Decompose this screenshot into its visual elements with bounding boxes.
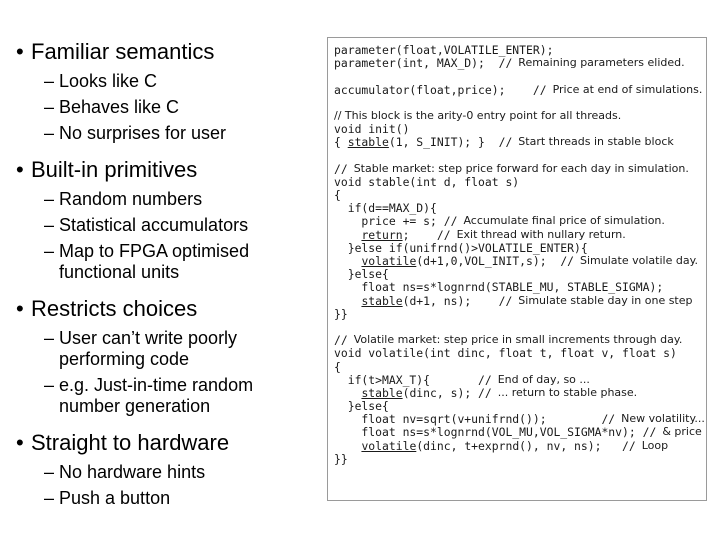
code-text: }} xyxy=(334,451,348,466)
code-comment: New volatility... xyxy=(621,412,705,426)
code-line xyxy=(334,254,699,268)
bullet-item xyxy=(16,38,316,65)
code-line xyxy=(334,280,677,293)
code-text: volatile(dinc, t+exprnd(), nv, ns); // xyxy=(361,438,636,453)
code-line xyxy=(334,241,677,254)
sub-bullet-item xyxy=(16,328,316,370)
code-line xyxy=(334,452,677,465)
function-call: stable xyxy=(361,293,403,308)
code-comment: Stable market: step price forward for each day in simulation. xyxy=(353,161,689,175)
code-line xyxy=(334,43,677,56)
code-text: { xyxy=(334,188,341,203)
sub-bullet-item xyxy=(16,189,316,210)
sub-bullet-text: Behaves like C xyxy=(59,97,180,117)
code-text: accumulator(float,price); // xyxy=(334,82,547,97)
bullet-text: Built-in primitives xyxy=(31,157,198,182)
code-comment: & price xyxy=(662,425,702,439)
bullet-item xyxy=(16,295,316,322)
code-line xyxy=(334,122,677,135)
code-line xyxy=(334,201,677,214)
bullet-text: Familiar semantics xyxy=(31,39,215,64)
code-line xyxy=(334,399,677,412)
code-line xyxy=(334,82,703,97)
code-text: void volatile(int dinc, float t, float v, float s) xyxy=(334,346,677,361)
code-text: if(t>MAX_T){ // xyxy=(334,372,492,387)
code-line xyxy=(334,346,677,359)
dash-icon: – xyxy=(44,241,55,261)
code-listing-box xyxy=(327,37,707,501)
bullet-text: Restricts choices xyxy=(31,296,198,321)
code-line xyxy=(334,293,693,308)
bullet-dot-icon: • xyxy=(16,430,24,455)
code-line xyxy=(334,161,689,176)
dash-icon: – xyxy=(44,123,55,143)
sub-bullet-text: Push a button xyxy=(59,488,171,508)
sub-bullet-text: User can’t write poorly performing code xyxy=(59,328,238,369)
dash-icon: – xyxy=(44,375,55,395)
code-line xyxy=(334,109,677,122)
code-line xyxy=(334,214,677,227)
code-line xyxy=(334,373,677,386)
code-text: float ns=s*lognrnd(STABLE_MU, STABLE_SIGMA); xyxy=(334,280,664,295)
sub-bullet-item xyxy=(16,375,316,417)
code-line xyxy=(334,307,677,320)
code-line xyxy=(334,425,702,440)
sub-bullet-item xyxy=(16,97,316,118)
code-line xyxy=(334,175,677,188)
code-text: void stable(int d, float s) xyxy=(334,174,520,189)
sub-bullet-item xyxy=(16,123,316,144)
sub-bullet-text: Map to FPGA optimised functional units xyxy=(59,241,250,282)
code-text: stable(dinc, s); // xyxy=(361,385,492,400)
dash-icon: – xyxy=(44,97,55,117)
sub-bullet-text: Statistical accumulators xyxy=(59,215,249,235)
dash-icon: – xyxy=(44,189,55,209)
code-line xyxy=(334,320,677,333)
sub-bullet-text: No surprises for user xyxy=(59,123,227,143)
sub-bullet-text: e.g. Just-in-time random number generation xyxy=(59,375,254,416)
code-line xyxy=(334,267,677,280)
function-call: stable xyxy=(361,385,403,400)
code-comment: Remaining parameters elided. xyxy=(518,56,685,70)
code-comment: Accumulate final price of simulation. xyxy=(463,214,665,228)
code-comment: ... return to stable phase. xyxy=(497,385,638,399)
function-call: stable xyxy=(347,135,389,150)
bullet-list xyxy=(16,38,316,509)
code-text: if(d==MAX_D){ xyxy=(334,201,437,216)
code-line xyxy=(334,149,677,162)
code-line xyxy=(334,386,677,399)
code-line xyxy=(334,188,677,201)
bullet-dot-icon: • xyxy=(16,39,24,64)
code-text: }} xyxy=(334,306,348,321)
code-line xyxy=(334,439,677,452)
code-comment: Loop xyxy=(641,438,669,452)
code-comment: Price at end of simulations. xyxy=(552,82,703,96)
bullet-dot-icon: • xyxy=(16,157,24,182)
code-text: // xyxy=(334,161,348,176)
bullet-item xyxy=(16,156,316,183)
code-line xyxy=(334,333,683,348)
bullet-text: Straight to hardware xyxy=(31,430,230,455)
dash-icon: – xyxy=(44,488,55,508)
code-text: parameter(float,VOLATILE_ENTER); xyxy=(334,43,554,57)
code-text: price += s; // xyxy=(334,214,458,229)
code-line xyxy=(334,56,685,71)
code-text: { xyxy=(334,359,341,374)
dash-icon: – xyxy=(44,462,55,482)
sub-bullet-text: Looks like C xyxy=(59,71,158,91)
code-text: stable(d+1, ns); // xyxy=(361,293,513,308)
code-text: float ns=s*lognrnd(VOL_MU,VOL_SIGMA*nv); // xyxy=(334,425,657,440)
code-comment: End of day, so ... xyxy=(497,372,590,386)
sub-bullet-item xyxy=(16,71,316,92)
code-line xyxy=(334,96,677,109)
code-comment: Start threads in stable block xyxy=(518,135,674,149)
sub-bullet-text: Random numbers xyxy=(59,189,203,209)
function-call: return xyxy=(361,227,403,242)
sub-bullet-item xyxy=(16,462,316,483)
code-comment: Exit thread with nullary return. xyxy=(456,227,626,241)
sub-bullet-item xyxy=(16,215,316,236)
code-text: // xyxy=(334,333,348,348)
code-text: volatile(d+1,0,VOL_INIT,s); // xyxy=(361,254,575,268)
sub-bullet-item xyxy=(16,241,316,283)
sub-bullet-text: No hardware hints xyxy=(59,462,206,482)
function-call: volatile xyxy=(361,438,417,453)
code-text: }else{ xyxy=(334,267,389,282)
code-text: { stable(1, S_INIT); } // xyxy=(334,135,513,150)
bullet-item xyxy=(16,429,316,456)
code-line xyxy=(334,228,677,241)
code-line xyxy=(334,360,677,373)
code-line xyxy=(334,69,677,82)
code-line xyxy=(334,412,705,427)
code-text: parameter(int, MAX_D); // xyxy=(334,56,513,71)
code-comment: // This block is the arity-0 entry point for all threads. xyxy=(334,108,622,122)
code-comment: Volatile market: step price in small increments through day. xyxy=(353,333,683,347)
code-line xyxy=(334,135,677,148)
sub-bullet-item xyxy=(16,488,316,509)
code-text: }else{ xyxy=(334,399,389,414)
dash-icon: – xyxy=(44,328,55,348)
dash-icon: – xyxy=(44,71,55,91)
code-comment: Simulate volatile day. xyxy=(580,254,699,267)
code-text: return; // xyxy=(361,227,451,242)
code-comment: Simulate stable day in one step xyxy=(518,293,693,307)
code-text: void init() xyxy=(334,122,410,137)
function-call: volatile xyxy=(361,254,417,268)
bullet-dot-icon: • xyxy=(16,296,24,321)
code-text: float nv=sqrt(v+unifrnd()); // xyxy=(334,412,616,427)
dash-icon: – xyxy=(44,215,55,235)
code-text: }else if(unifrnd()>VOLATILE_ENTER){ xyxy=(334,240,588,255)
code-listing xyxy=(334,43,705,466)
